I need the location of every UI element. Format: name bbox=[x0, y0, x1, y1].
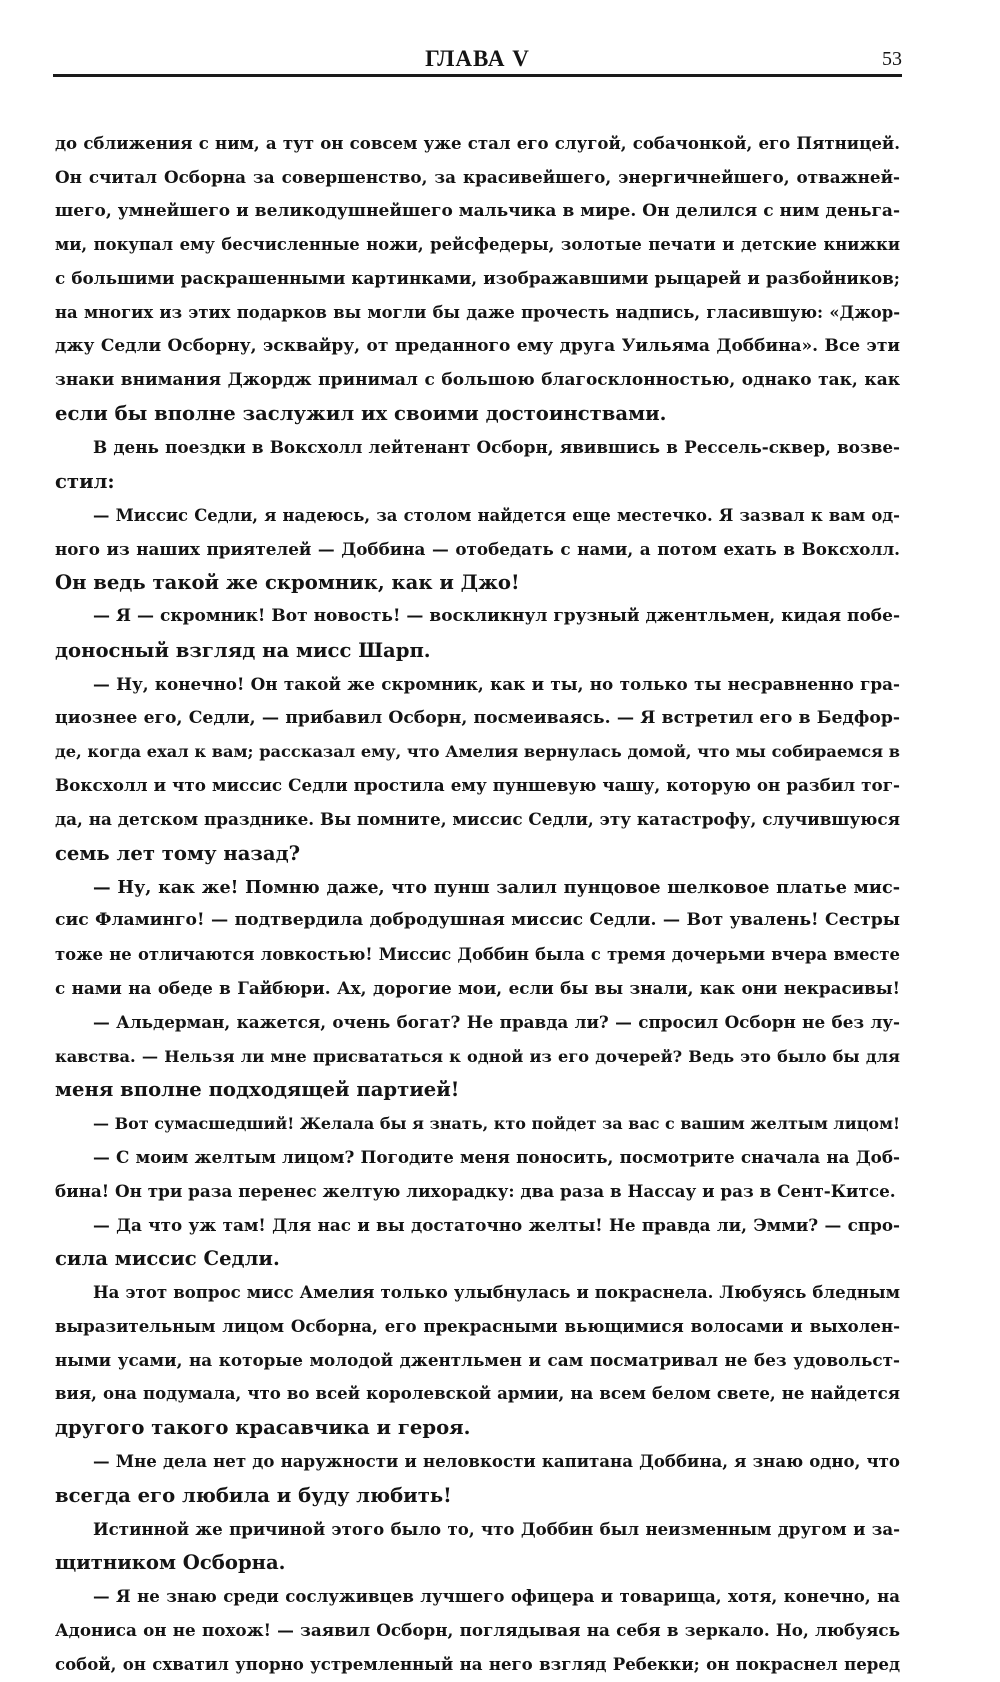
text-line: тоже не отличаются ловкостью! Миссис Доббин была с тремя дочерьми вчера вместе bbox=[55, 945, 900, 965]
text-line: с нами на обеде в Гайбюри. Ах, дорогие мои, если бы вы знали, как они некрасивы! bbox=[55, 977, 900, 998]
page-number: 53 bbox=[882, 48, 902, 70]
text-line: щитником Осборна. bbox=[55, 1551, 286, 1575]
text-line: — Вот сумасшедший! Желала бы я знать, кто пойдет за вас с вашим желтым лицом! bbox=[93, 1114, 900, 1134]
text-line: — С моим желтым лицом? Погодите меня поносить, посмотрите сначала на Доб- bbox=[93, 1146, 900, 1167]
text-line: Он считал Осборна за совершенство, за красивейшего, энергичнейшего, отважней- bbox=[55, 166, 900, 187]
page-header bbox=[53, 44, 902, 77]
text-line: — Мне дела нет до наружности и неловкости капитана Доббина, я знаю одно, что bbox=[93, 1451, 900, 1472]
text-line: Адониса он не похож! — заявил Осборн, поглядывая на себя в зеркало. Но, любуясь bbox=[55, 1620, 900, 1641]
text-line: Воксхолл и что миссис Седли простила ему пуншевую чашу, которую он разбил тог- bbox=[55, 775, 900, 796]
text-line: ного из наших приятелей — Доббина — отобедать с нами, а потом ехать в Воксхолл. bbox=[55, 538, 900, 559]
text-line: — Ну, конечно! Он такой же скромник, как и ты, но только ты несравненно гра- bbox=[93, 673, 900, 694]
text-line: Он ведь такой же скромник, как и Джо! bbox=[55, 571, 520, 595]
text-line: собой, он схватил упорно устремленный на него взгляд Ребекки; он покраснел перед bbox=[55, 1653, 900, 1674]
text-line: сис Фламинго! — подтвердила добродушная миссис Седли. — Вот увалень! Сестры bbox=[55, 910, 900, 931]
text-line: В день поездки в Воксхолл лейтенант Осборн, явившись в Рессель-сквер, возве- bbox=[93, 437, 900, 458]
text-line: если бы вполне заслужил их своими достоинствами. bbox=[55, 402, 667, 426]
text-line: — Ну, как же! Помню даже, что пунш залил пунцовое шелковое платье мис- bbox=[93, 876, 900, 898]
text-line: Истинной же причиной этого было то, что Доббин был неизменным другом и за- bbox=[93, 1518, 900, 1539]
text-line: доносный взгляд на мисс Шарп. bbox=[55, 638, 431, 662]
text-line: семь лет тому назад? bbox=[55, 841, 301, 865]
text-line: циознее его, Седли, — прибавил Осборн, посмеиваясь. — Я встретил его в Бедфор- bbox=[55, 707, 900, 728]
text-line: ными усами, на которые молодой джентльмен и сам посматривал не без удовольст- bbox=[55, 1349, 900, 1370]
text-line: — Миссис Седли, я надеюсь, за столом найдется еще местечко. Я зазвал к вам од- bbox=[93, 505, 900, 525]
chapter-title: ГЛАВА V bbox=[425, 46, 530, 71]
text-line: стил: bbox=[55, 469, 115, 493]
text-line: — Я не знаю среди сослуживцев лучшего офицера и товарища, хотя, конечно, на bbox=[93, 1586, 900, 1607]
text-line: — Альдерман, кажется, очень богат? Не правда ли? — спросил Осборн не без лу- bbox=[93, 1011, 900, 1032]
text-line: с большими раскрашенными картинками, изображавшими рыцарей и разбойников; bbox=[55, 268, 900, 289]
text-line: до сближения с ним, а тут он совсем уже стал его слугой, собачонкой, его Пятницей. bbox=[55, 133, 900, 153]
text-line: ми, покупал ему бесчисленные ножи, рейсфедеры, золотые печати и детские книжки bbox=[55, 235, 900, 255]
text-line: меня вполне подходящей партией! bbox=[55, 1078, 460, 1102]
text-line: де, когда ехал к вам; рассказал ему, что Амелия вернулась домой, что мы собираемся в bbox=[55, 742, 900, 762]
text-line: другого такого красавчика и героя. bbox=[55, 1416, 471, 1440]
text-line: сила миссис Седли. bbox=[55, 1247, 280, 1271]
body-text bbox=[55, 127, 900, 1682]
text-line: да, на детском празднике. Вы помните, миссис Седли, эту катастрофу, случившуюся bbox=[55, 808, 900, 829]
text-line: На этот вопрос мисс Амелия только улыбнулась и покраснела. Любуясь бледным bbox=[93, 1282, 900, 1303]
text-line: выразительным лицом Осборна, его прекрасными вьющимися волосами и выхолен- bbox=[55, 1315, 900, 1336]
text-line: знаки внимания Джордж принимал с большою благосклонностью, однако так, как bbox=[55, 369, 900, 390]
text-line: всегда его любила и буду любить! bbox=[55, 1483, 452, 1507]
text-line: кавства. — Нельзя ли мне присвататься к одной из его дочерей? Ведь это было бы для bbox=[55, 1046, 900, 1066]
text-line: — Да что уж там! Для нас и вы достаточно желты! Не правда ли, Эмми? — спро- bbox=[93, 1214, 900, 1235]
text-line: бина! Он три раза перенес желтую лихорадку: два раза в Нассау и раз в Сент-Китсе. bbox=[55, 1180, 896, 1201]
text-line: шего, умнейшего и великодушнейшего мальчика в мире. Он делился с ним деньга- bbox=[55, 200, 900, 221]
text-line: джу Седли Осборну, эсквайру, от преданного ему друга Уильяма Доббина». Все эти bbox=[55, 335, 900, 356]
text-line: вия, она подумала, что во всей королевской армии, на всем белом свете, не найдется bbox=[55, 1383, 900, 1404]
text-line: — Я — скромник! Вот новость! — воскликнул грузный джентльмен, кидая побе- bbox=[93, 606, 900, 627]
text-line: на многих из этих подарков вы могли бы даже прочесть надпись, гласившую: «Джор- bbox=[55, 302, 900, 322]
